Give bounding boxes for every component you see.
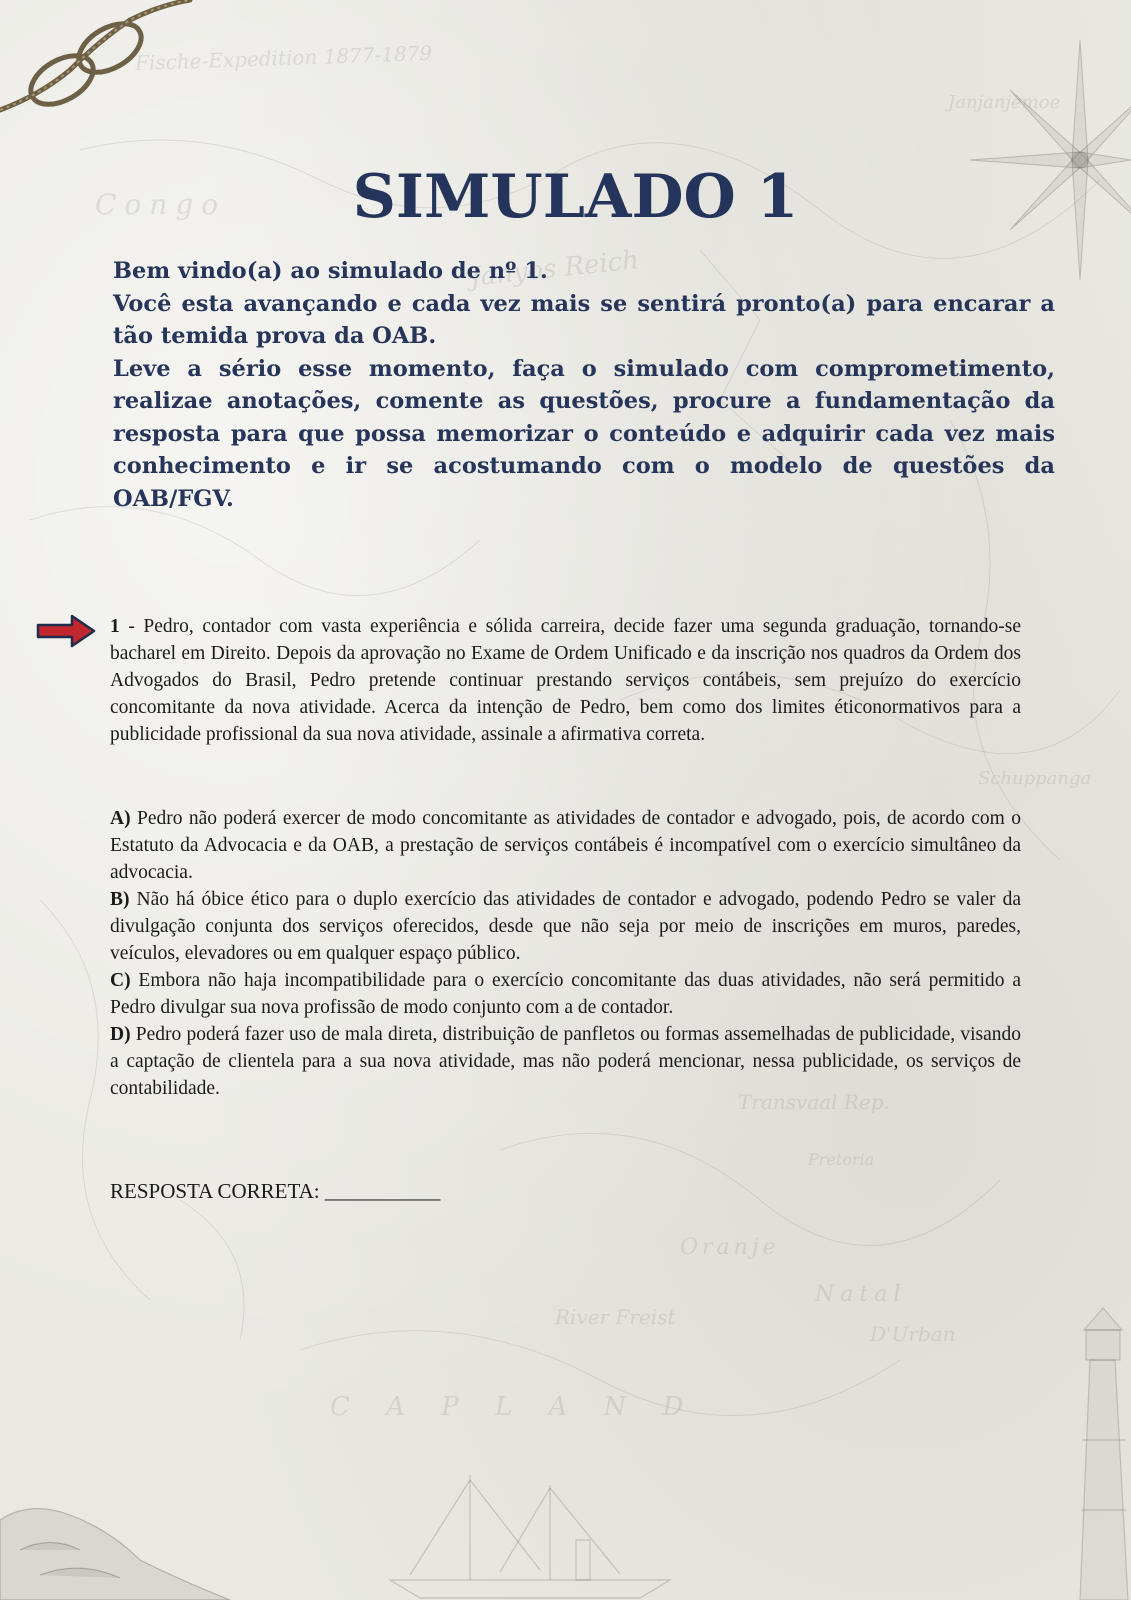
question-text: Pedro, contador com vasta experiência e sólida carreira, decide fazer uma segunda graduação, tornando-se bacharel em Direito. Depois da aprovação no Exame de Ordem Unificado e da inscrição nos quadros da Ordem dos Advogados do Brasil, Pedro pretende continuar prestando serviços contábeis, sem prejuízo do exercício concomitante da nova atividade. Acerca da intenção de Pedro, bem como dos limites éticonormativos para a publicidade profissional da sua nova atividade, assinale a afirmativa correta.	[110, 616, 1021, 745]
compass-rose-icon	[970, 40, 1131, 280]
option-text: Pedro não poderá exercer de modo concomitante as atividades de contador e advogado, pois, de acordo com o Estatuto da Advocacia e da OAB, a prestação de serviços contábeis é incompatível com o exercício simultâneo da advocacia.	[110, 808, 1021, 883]
answer-options	[110, 805, 1021, 1102]
page-title: SIMULADO 1	[352, 162, 799, 232]
option-text: Pedro poderá fazer uso de mala direta, distribuição de panfletos ou formas assemelhadas de publicidade, visando a captação de clientela para a sua nova atividade, mas não poderá mencionar, nessa publicidade, os serviços de contabilidade.	[110, 1024, 1021, 1099]
map-label: Transvaal Rep.	[738, 1090, 890, 1114]
option-letter: B)	[110, 889, 130, 910]
rope-knot-icon	[0, 0, 200, 120]
map-label: Oranje	[680, 1235, 780, 1260]
option-letter: A)	[110, 808, 131, 829]
map-label: Janjanjemoe	[948, 92, 1061, 113]
answer-prompt: RESPOSTA CORRETA: ___________	[110, 1179, 441, 1203]
intro-text	[113, 255, 1055, 515]
map-label: C A P L A N D	[330, 1392, 698, 1422]
sailing-ship-icon	[380, 1470, 680, 1600]
option-d	[110, 1021, 1021, 1102]
intro-instructions: Leve a sério esse momento, faça o simulado com comprometimento, realizae anotações, comente as questões, procure a fundamentação da resposta para que possa memorizar o conteúdo e adquirir cada vez mais conhecimento e ir se acostumando com o modelo de questões da OAB/FGV.	[113, 355, 1055, 512]
map-label: Schuppanga	[978, 768, 1092, 789]
question-number: 1	[110, 616, 120, 637]
map-label: Natal	[815, 1282, 907, 1307]
map-label: Pretoria	[808, 1150, 875, 1169]
option-c	[110, 967, 1021, 1021]
intro-motivation: Você esta avançando e cada vez mais se sentirá pronto(a) para encarar a tão temida prova da OAB.	[113, 290, 1055, 349]
map-label: D'Urban	[870, 1322, 956, 1346]
rocks-illustration	[0, 1490, 240, 1600]
map-label: Janyos Reich	[468, 245, 641, 293]
map-label: Congo	[95, 188, 227, 221]
option-a	[110, 805, 1021, 886]
lighthouse-icon	[1060, 1300, 1131, 1600]
intro-welcome: Bem vindo(a) ao simulado de nº 1.	[113, 258, 548, 284]
question-separator: -	[119, 616, 144, 637]
option-b	[110, 886, 1021, 967]
option-text: Não há óbice ético para o duplo exercício das atividades de contador e advogado, podendo Pedro se valer da divulgação conjunta dos serviços oferecidos, desde que não seja por meio de inscrições em muros, paredes, veículos, elevadores ou em qualquer espaço público.	[110, 889, 1021, 964]
right-arrow-icon	[36, 614, 96, 648]
map-label: Fische-Expedition 1877-1879	[134, 40, 433, 76]
question-block	[110, 613, 1021, 748]
option-letter: C)	[110, 970, 131, 991]
question-statement	[110, 613, 1021, 748]
option-letter: D)	[110, 1024, 131, 1045]
option-text: Embora não haja incompatibilidade para o exercício concomitante das duas atividades, não será permitido a Pedro divulgar sua nova profissão de modo conjunto com a de contador.	[110, 970, 1021, 1018]
map-label: River Freist	[555, 1305, 676, 1329]
